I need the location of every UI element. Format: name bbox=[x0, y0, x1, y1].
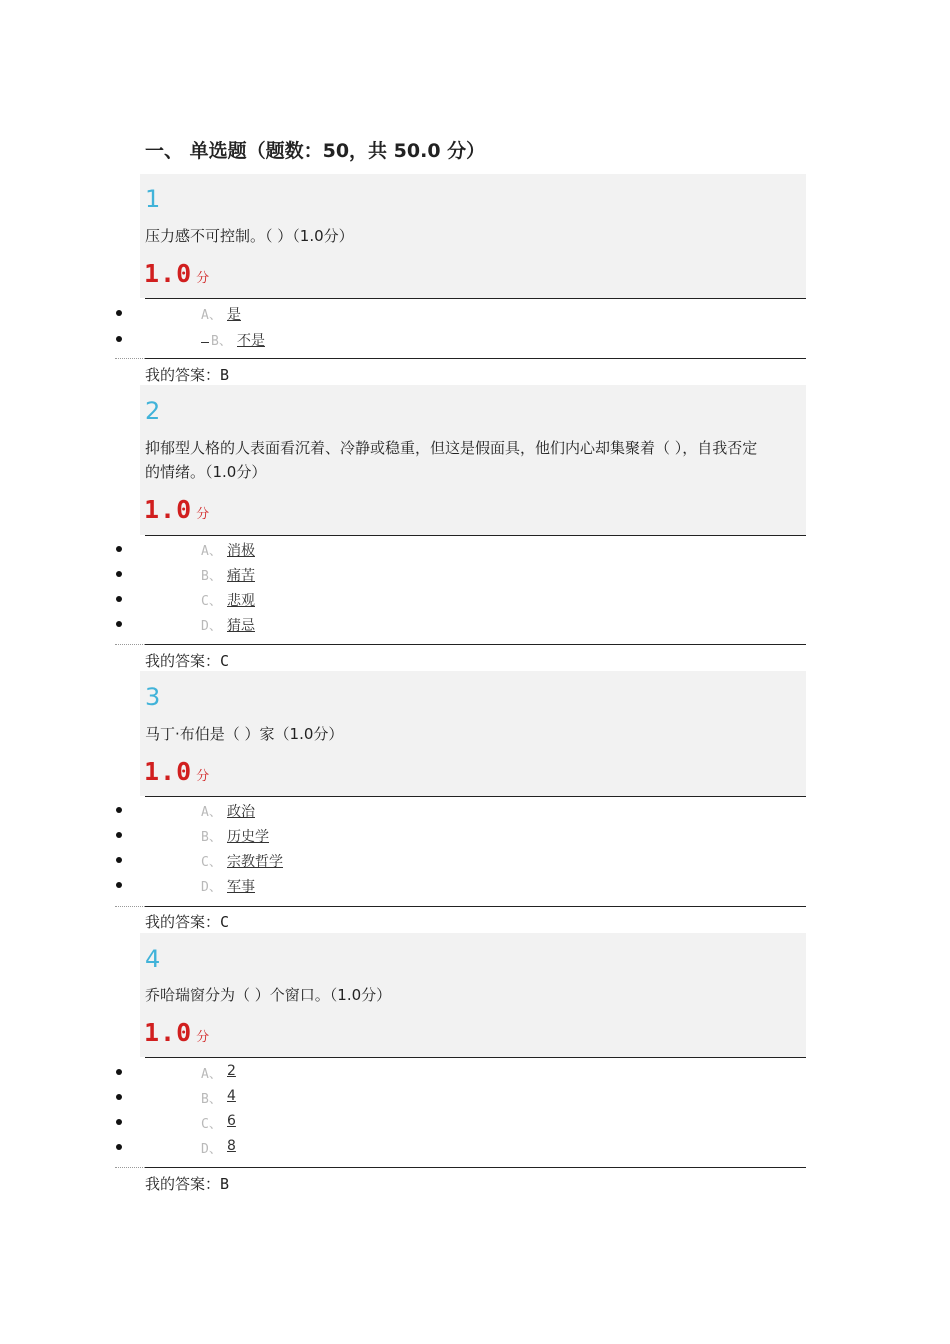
option-text[interactable]: 8 bbox=[227, 1138, 236, 1154]
score-value: 1.0 bbox=[144, 757, 193, 786]
option-d[interactable] bbox=[0, 876, 950, 901]
bullet-icon bbox=[116, 857, 122, 863]
option-text[interactable]: 是 bbox=[227, 307, 241, 323]
question-number: 2 bbox=[145, 397, 161, 425]
bullet-icon bbox=[116, 571, 122, 577]
question-text bbox=[145, 436, 806, 484]
option-a[interactable] bbox=[0, 304, 950, 329]
option-letter: D、 bbox=[201, 619, 222, 634]
question-text: 马丁·布伯是（ ）家（1.0分） bbox=[145, 725, 344, 743]
bullet-icon bbox=[116, 1094, 122, 1100]
dotted-divider bbox=[115, 906, 145, 907]
question-header bbox=[140, 174, 806, 298]
option-text[interactable]: 政治 bbox=[227, 804, 255, 820]
section-title: 一、 单选题（题数：50，共 50.0 分） bbox=[145, 140, 486, 162]
question-score bbox=[144, 495, 209, 524]
dotted-divider bbox=[115, 644, 145, 645]
option-text[interactable]: 不是 bbox=[237, 333, 265, 349]
question-number: 3 bbox=[145, 683, 161, 711]
score-value: 1.0 bbox=[144, 259, 193, 288]
question-header bbox=[140, 385, 806, 535]
option-letter: B、 bbox=[201, 830, 222, 845]
score-value: 1.0 bbox=[144, 495, 193, 524]
option-c[interactable] bbox=[0, 590, 950, 615]
option-d[interactable] bbox=[0, 1138, 950, 1163]
option-text[interactable]: 猜忌 bbox=[227, 618, 255, 634]
score-unit: 分 bbox=[196, 1030, 210, 1045]
option-d[interactable] bbox=[0, 615, 950, 640]
question-score bbox=[144, 259, 209, 288]
option-text[interactable]: 宗教哲学 bbox=[227, 854, 283, 870]
bullet-icon bbox=[116, 1069, 122, 1075]
my-answer: 我的答案：B bbox=[145, 1175, 230, 1193]
divider bbox=[145, 644, 806, 645]
option-text[interactable]: 6 bbox=[227, 1113, 236, 1129]
bullet-icon bbox=[116, 621, 122, 627]
bullet-icon bbox=[116, 882, 122, 888]
option-text[interactable]: 悲观 bbox=[227, 593, 255, 609]
my-answer: 我的答案：C bbox=[145, 652, 230, 670]
option-a[interactable] bbox=[0, 540, 950, 565]
option-letter: A、 bbox=[201, 544, 222, 559]
bullet-icon bbox=[116, 832, 122, 838]
my-answer: 我的答案：B bbox=[145, 366, 230, 384]
option-letter: B、 bbox=[201, 569, 222, 584]
bullet-icon bbox=[116, 546, 122, 552]
option-letter: A、 bbox=[201, 308, 222, 323]
bullet-icon bbox=[116, 336, 122, 342]
question-text-line: 抑郁型人格的人表面看沉着、冷静或稳重，但这是假面具，他们内心却集聚着（ ），自我否定 bbox=[145, 439, 758, 457]
score-unit: 分 bbox=[196, 271, 210, 286]
divider bbox=[145, 906, 806, 907]
option-b[interactable] bbox=[0, 330, 950, 355]
question-score bbox=[144, 1018, 209, 1047]
text-cursor-icon bbox=[201, 342, 209, 343]
option-text[interactable]: 军事 bbox=[227, 879, 255, 895]
question-text-line: 的情绪。（1.0分） bbox=[145, 463, 267, 481]
bullet-icon bbox=[116, 1144, 122, 1150]
score-value: 1.0 bbox=[144, 1018, 193, 1047]
option-letter: B、 bbox=[201, 1092, 222, 1107]
option-letter: D、 bbox=[201, 1142, 222, 1157]
option-b[interactable] bbox=[0, 1088, 950, 1113]
question-header bbox=[140, 933, 806, 1057]
option-letter: B、 bbox=[211, 334, 232, 349]
score-unit: 分 bbox=[196, 507, 210, 522]
question-header bbox=[140, 671, 806, 796]
option-a[interactable] bbox=[0, 1063, 950, 1088]
divider bbox=[145, 1167, 806, 1168]
option-c[interactable] bbox=[0, 851, 950, 876]
divider bbox=[145, 298, 806, 299]
question-number: 1 bbox=[145, 185, 161, 213]
option-letter: C、 bbox=[201, 855, 222, 870]
bullet-icon bbox=[116, 1119, 122, 1125]
option-text[interactable]: 2 bbox=[227, 1063, 236, 1079]
option-b[interactable] bbox=[0, 826, 950, 851]
option-c[interactable] bbox=[0, 1113, 950, 1138]
divider bbox=[145, 358, 806, 359]
option-b[interactable] bbox=[0, 565, 950, 590]
option-text[interactable]: 4 bbox=[227, 1088, 236, 1104]
option-a[interactable] bbox=[0, 801, 950, 826]
divider bbox=[145, 796, 806, 797]
bullet-icon bbox=[116, 807, 122, 813]
bullet-icon bbox=[116, 310, 122, 316]
dotted-divider bbox=[115, 358, 145, 359]
dotted-divider bbox=[115, 1167, 145, 1168]
question-score bbox=[144, 757, 209, 786]
option-letter: C、 bbox=[201, 594, 222, 609]
score-unit: 分 bbox=[196, 769, 210, 784]
option-text[interactable]: 历史学 bbox=[227, 829, 269, 845]
my-answer: 我的答案：C bbox=[145, 913, 230, 931]
divider bbox=[145, 535, 806, 536]
divider bbox=[145, 1057, 806, 1058]
option-letter: A、 bbox=[201, 1067, 222, 1082]
bullet-icon bbox=[116, 596, 122, 602]
question-text: 乔哈瑞窗分为（ ）个窗口。（1.0分） bbox=[145, 986, 392, 1004]
option-letter: D、 bbox=[201, 880, 222, 895]
option-letter: A、 bbox=[201, 805, 222, 820]
option-text[interactable]: 痛苦 bbox=[227, 568, 255, 584]
option-letter: C、 bbox=[201, 1117, 222, 1132]
question-number: 4 bbox=[145, 945, 161, 973]
option-text[interactable]: 消极 bbox=[227, 543, 255, 559]
question-text: 压力感不可控制。（ ）（1.0分） bbox=[145, 227, 354, 245]
